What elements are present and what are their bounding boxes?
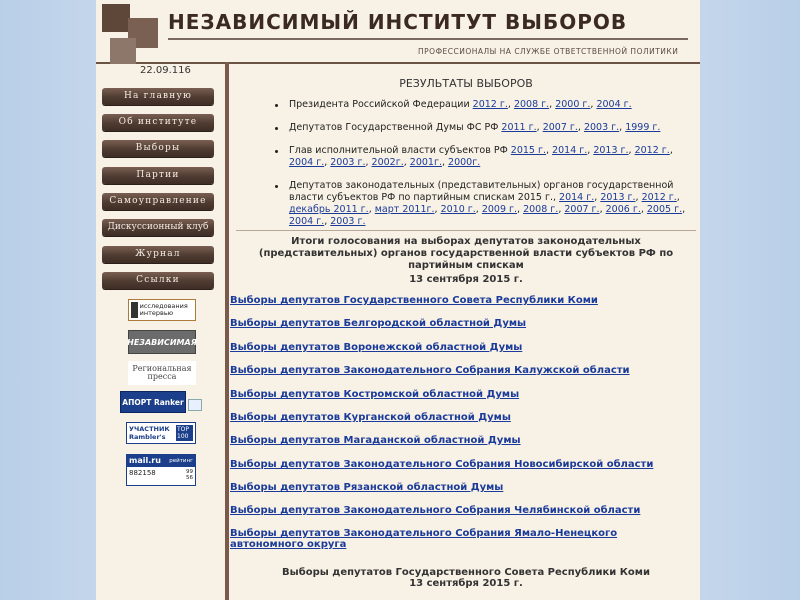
results-list-item: Президента Российской Федерации 2012 г., 2008 г., 2000 г., 2004 г. xyxy=(285,99,689,111)
logo-square-3 xyxy=(110,38,136,64)
site-slogan: ПРОФЕССИОНАЛЫ НА СЛУЖБЕ ОТВЕТСТВЕННОЙ ПОЛИТИКИ xyxy=(418,47,679,56)
mailru-logo: mail.ru xyxy=(129,456,161,465)
election-link[interactable]: Выборы депутатов Курганской областной Думы xyxy=(230,412,511,423)
nav-self-government-button[interactable]: Самоуправление xyxy=(102,193,214,210)
nav-about-button[interactable]: Об институте xyxy=(102,114,214,131)
year-link[interactable]: 2003 г. xyxy=(330,216,366,227)
election-link[interactable]: Выборы депутатов Законодательного Собрания Челябинской области xyxy=(230,505,641,516)
mailru-header xyxy=(127,455,195,467)
main-content xyxy=(230,62,696,600)
column-separator xyxy=(225,62,229,600)
rambler-top100-badge[interactable] xyxy=(126,422,196,444)
year-link[interactable]: 2008 г. xyxy=(523,204,559,215)
results-title: РЕЗУЛЬТАТЫ ВЫБОРОВ xyxy=(399,77,533,90)
summary-title: Итоги голосования на выборах депутатов законодательных (представительных) органов государственной власти субъектов РФ по партийным спискам xyxy=(258,236,674,271)
election-link[interactable]: Выборы депутатов Воронежской областной Думы xyxy=(230,342,523,353)
results-item-label: Депутатов законодательных (представительных) органов государственной власти субъектов РФ по партийным спискам 2015 г., xyxy=(289,180,674,203)
nav-home-button[interactable]: На главную xyxy=(102,88,214,105)
results-item-label: Депутатов Государственной Думы ФС РФ xyxy=(289,122,502,133)
year-link[interactable]: 1999 г. xyxy=(625,122,661,133)
election-link[interactable]: Выборы депутатов Рязанской областной Думы xyxy=(230,482,504,493)
election-link[interactable]: Выборы депутатов Государственного Совета Республики Коми xyxy=(230,295,598,306)
rambler-participant-label: УЧАСТНИК Rambler's xyxy=(129,425,170,441)
year-link[interactable]: 2012 г. xyxy=(472,99,508,110)
year-link[interactable]: декабрь 2011 г. xyxy=(289,204,369,215)
year-link[interactable]: 2007 г. xyxy=(542,122,578,133)
footer-date: 13 сентября 2015 г. xyxy=(409,578,523,589)
election-link[interactable]: Выборы депутатов Законодательного Собрания Новосибирской области xyxy=(230,459,654,470)
current-date: 22.09.116 xyxy=(140,65,191,76)
mailru-small-count-1: 99 xyxy=(186,469,193,475)
year-link[interactable]: 2002г. xyxy=(371,157,404,168)
mailru-count: 882158 xyxy=(129,469,156,477)
site-logo[interactable] xyxy=(102,4,162,64)
election-link[interactable]: Выборы депутатов Законодательного Собрания Ямало-Ненецкого автономного округа xyxy=(230,528,618,550)
year-link[interactable]: 2013 г. xyxy=(593,145,629,156)
summary-date: 13 сентября 2015 г. xyxy=(409,274,523,285)
footer-title: Выборы депутатов Государственного Совета Республики Коми xyxy=(282,567,650,578)
left-sidebar xyxy=(96,62,224,600)
election-link[interactable]: Выборы депутатов Магаданской областной Думы xyxy=(230,435,521,446)
apport-label: АПОРТ Ranker xyxy=(122,397,184,407)
logo-square-1 xyxy=(102,4,130,32)
year-link[interactable]: 2012 г. xyxy=(634,145,670,156)
year-link[interactable]: 2003 г. xyxy=(583,122,620,133)
page-container xyxy=(96,0,700,600)
year-link[interactable]: 2004 г. xyxy=(596,99,632,110)
mailru-small-count-2: 56 xyxy=(186,475,193,481)
nav-journal-button[interactable]: Журнал xyxy=(102,246,214,263)
nezavisimaya-label: НЕЗАВИСИМАЯ xyxy=(127,337,197,347)
year-link[interactable]: март 2011г. xyxy=(374,204,435,215)
year-link[interactable]: 2011 г. xyxy=(501,122,537,133)
year-link[interactable]: 2007 г. xyxy=(564,204,600,215)
regionalnaya-pressa-badge[interactable] xyxy=(128,361,196,385)
year-link[interactable]: 2009 г. xyxy=(481,204,518,215)
results-list-item: Глав исполнительной власти субъектов РФ 2015 г., 2014 г., 2013 г., 2012 г., 2004 г., 2003 г., 2002г., 2001г., 2000г. xyxy=(285,145,689,169)
election-link[interactable]: Выборы депутатов Законодательного Собрания Калужской области xyxy=(230,365,630,376)
nav-elections-button[interactable]: Выборы xyxy=(102,140,214,157)
year-link[interactable]: 2001г. xyxy=(409,157,442,168)
election-link[interactable]: Выборы депутатов Белгородской областной Думы xyxy=(230,318,527,329)
results-list-item: Депутатов Государственной Думы ФС РФ 2011 г., 2007 г., 2003 г., 1999 г. xyxy=(285,122,689,134)
results-item-label: Глав исполнительной власти субъектов РФ xyxy=(289,145,511,156)
site-header xyxy=(96,0,700,64)
site-title[interactable]: НЕЗАВИСИМЫЙ ИНСТИТУТ ВЫБОРОВ xyxy=(168,10,628,34)
interview-research-badge[interactable] xyxy=(128,299,196,321)
results-list xyxy=(285,99,689,239)
rambler-top-label: TOP 100 xyxy=(176,425,193,441)
nav-parties-button[interactable]: Партии xyxy=(102,167,214,184)
mailru-rating-label: рейтинг xyxy=(169,458,193,464)
mailru-counts xyxy=(127,467,195,481)
interview-icon xyxy=(131,302,138,318)
year-link[interactable]: 2014 г. xyxy=(559,192,595,203)
mailru-rating-badge[interactable] xyxy=(126,454,196,486)
regionalnaya-label: Региональная пресса xyxy=(132,364,192,381)
results-list-item: Депутатов законодательных (представительных) органов государственной власти субъектов РФ по партийным спискам 2015 г., 2014 г., 2013 г., 2012 г., декабрь 2011 г., март 2011г., 2010 г., 2009 г., 2008 г., 2007 г., 2006 г., 2005 г., 2004 г., 2003 г. xyxy=(285,180,689,228)
apport-ranker-badge[interactable] xyxy=(120,391,186,413)
year-link[interactable]: 2003 г. xyxy=(330,157,366,168)
year-link[interactable]: 2005 г. xyxy=(646,204,683,215)
nav-discussion-club-button[interactable]: Дискуссионный клуб xyxy=(102,219,214,236)
year-link[interactable]: 2014 г. xyxy=(552,145,588,156)
year-link[interactable]: 2010 г. xyxy=(440,204,476,215)
election-link[interactable]: Выборы депутатов Костромской областной Думы xyxy=(230,389,520,400)
content-divider xyxy=(236,230,696,231)
year-link[interactable]: 2012 г. xyxy=(641,192,677,203)
year-link[interactable]: 2000г. xyxy=(448,157,481,168)
year-link[interactable]: 2013 г. xyxy=(600,192,636,203)
interview-badge-label: исследования интервью xyxy=(139,302,188,317)
year-link[interactable]: 2004 г. xyxy=(289,157,325,168)
year-link[interactable]: 2000 г. xyxy=(555,99,591,110)
year-link[interactable]: 2004 г. xyxy=(289,216,325,227)
year-link[interactable]: 2006 г. xyxy=(605,204,641,215)
year-link[interactable]: 2008 г. xyxy=(513,99,550,110)
nezavisimaya-badge[interactable] xyxy=(128,330,196,354)
title-divider xyxy=(168,38,688,40)
broken-image-icon xyxy=(188,399,202,411)
year-link[interactable]: 2015 г. xyxy=(510,145,547,156)
nav-links-button[interactable]: Ссылки xyxy=(102,272,214,289)
mailru-small-counts xyxy=(186,469,193,481)
results-item-label: Президента Российской Федерации xyxy=(289,99,473,110)
